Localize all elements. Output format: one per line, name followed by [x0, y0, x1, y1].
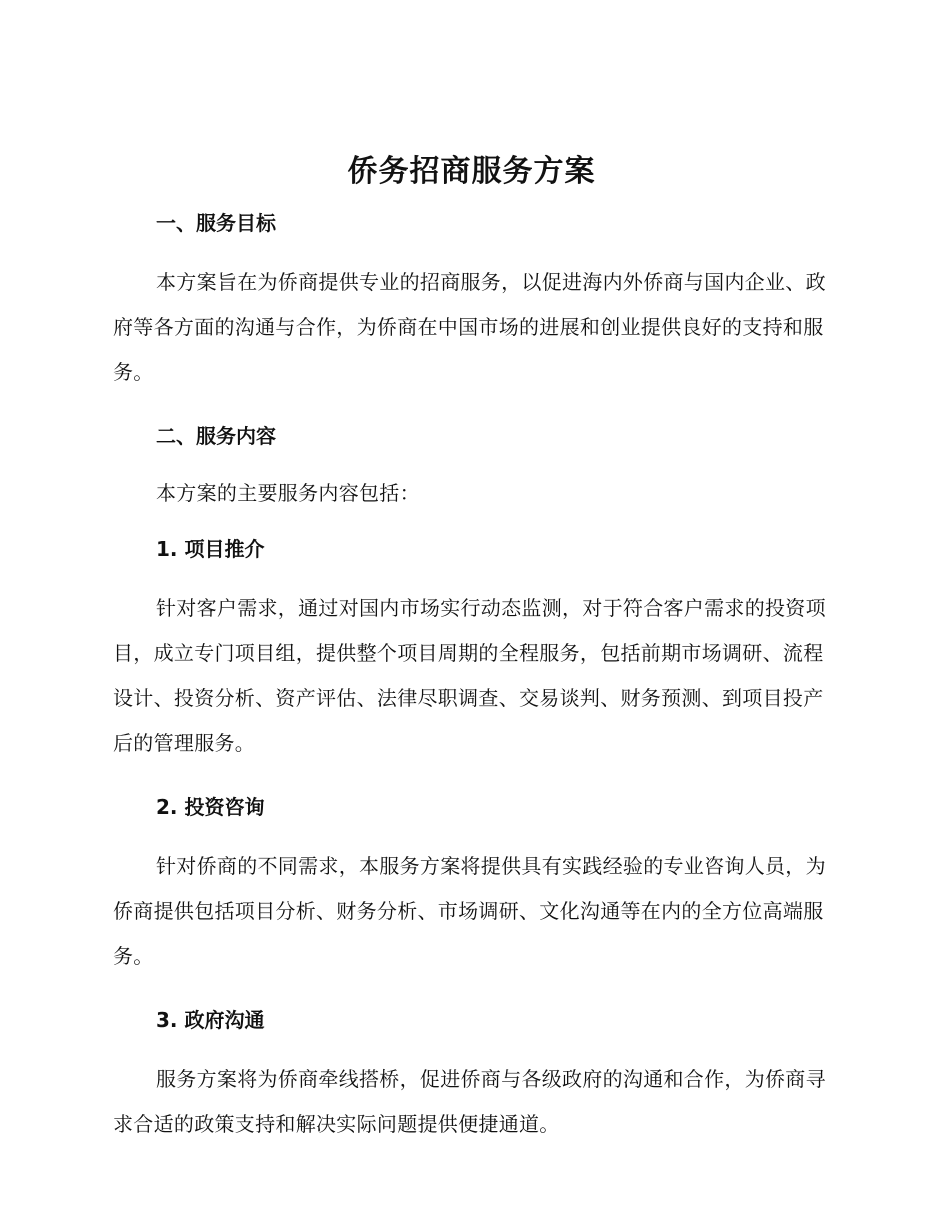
paragraph-investment-consulting: 针对侨商的不同需求，本服务方案将提供具有实践经验的专业咨询人员，为侨商提供包括项目分析、财务分析、市场调研、文化沟通等在内的全方位高端服务。: [113, 854, 826, 968]
subheading-government-communication: 3. 政府沟通: [156, 1008, 265, 1032]
subheading-investment-consulting: 2. 投资咨询: [156, 795, 265, 819]
document-title: 侨务招商服务方案: [347, 154, 596, 189]
paragraph-goal: 本方案旨在为侨商提供专业的招商服务，以促进海内外侨商与国内企业、政府等各方面的沟通与合作，为侨商在中国市场的进展和创业提供良好的支持和服务。: [113, 270, 826, 384]
paragraph-project-promotion: 针对客户需求，通过对国内市场实行动态监测，对于符合客户需求的投资项目，成立专门项目组，提供整个项目周期的全程服务，包括前期市场调研、流程设计、投资分析、资产评估、法律尽职调查、交易谈判、财务预测、到项目投产后的管理服务。: [113, 596, 826, 755]
section-heading-goal: 一、服务目标: [156, 211, 276, 235]
subheading-project-promotion: 1. 项目推介: [156, 537, 265, 561]
paragraph-government-communication: 服务方案将为侨商牵线搭桥，促进侨商与各级政府的沟通和合作，为侨商寻求合适的政策支持和解决实际问题提供便捷通道。: [113, 1067, 826, 1136]
section-heading-content: 二、服务内容: [156, 424, 276, 448]
paragraph-content-intro: 本方案的主要服务内容包括：: [156, 481, 420, 505]
